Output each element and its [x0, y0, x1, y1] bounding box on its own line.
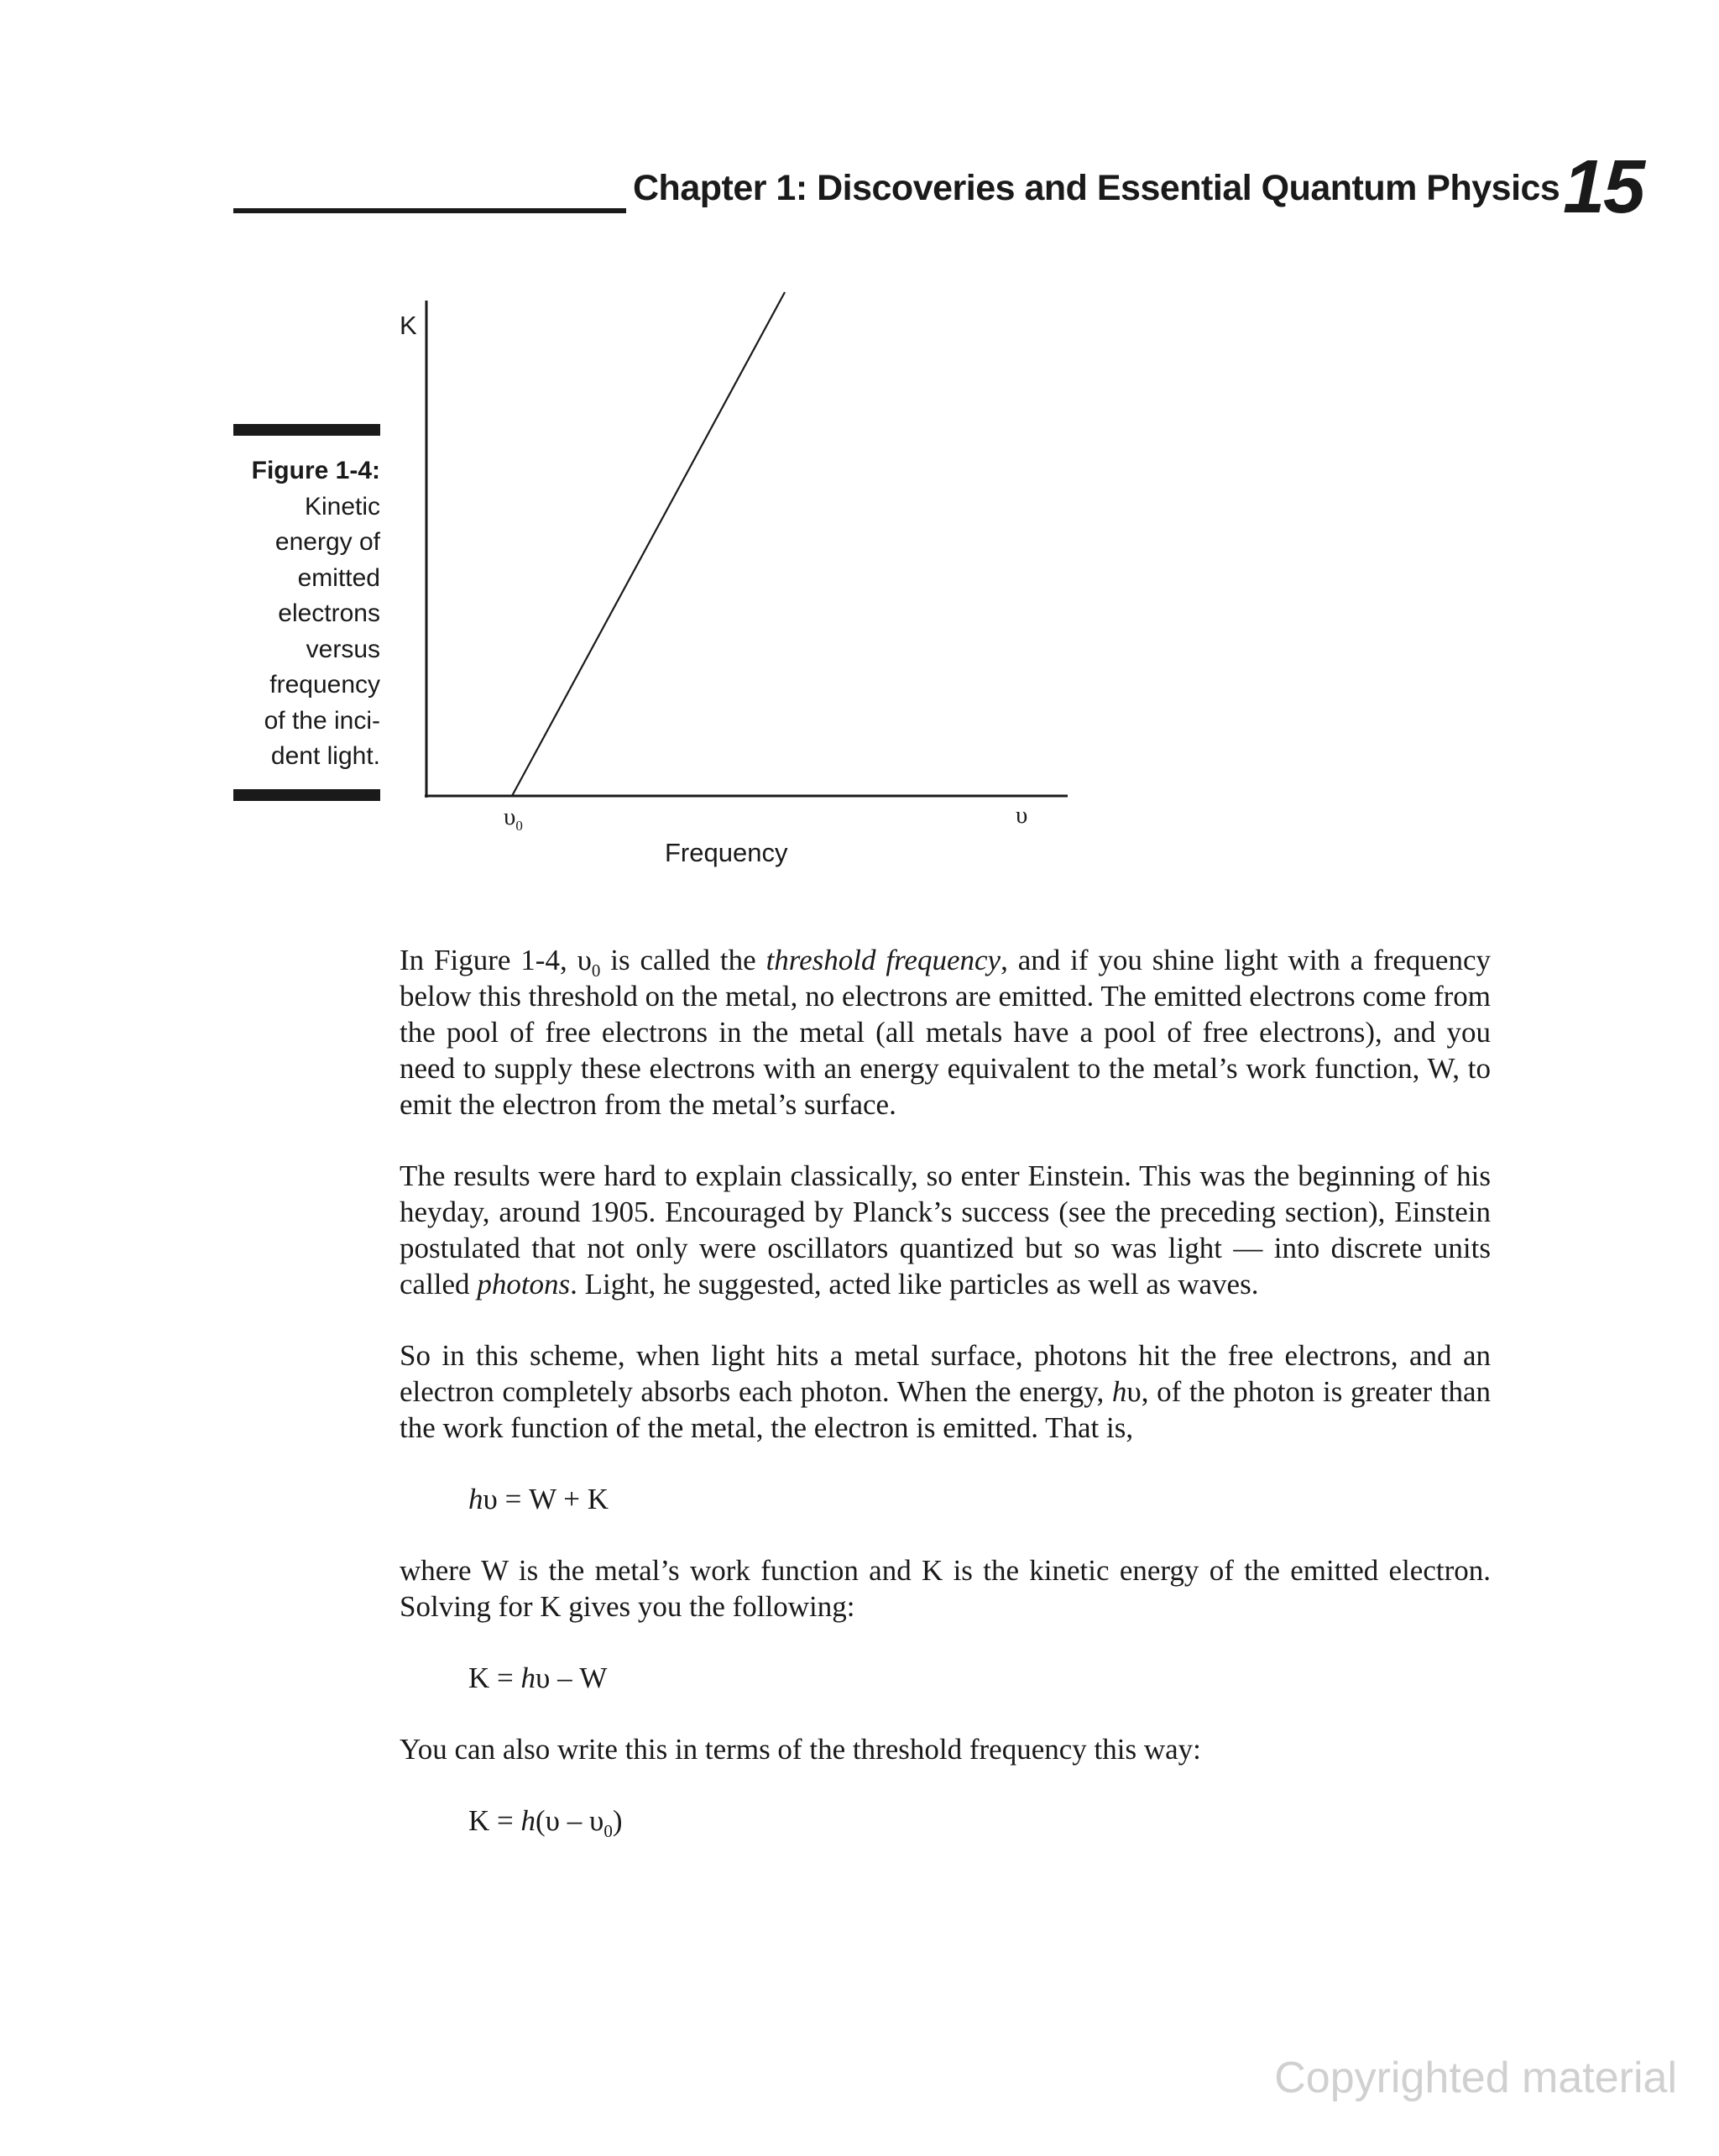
- body-text: [400, 942, 1491, 1874]
- caption-line: frequency: [269, 671, 380, 699]
- caption-line: electrons: [278, 599, 380, 627]
- caption-line: emitted: [297, 563, 380, 592]
- figure-label: Figure 1-4:: [251, 457, 380, 484]
- chapter-title: Chapter 1: Discoveries and Essential Quantum Physics: [633, 168, 1560, 208]
- x-axis-label: Frequency: [665, 838, 788, 867]
- paragraph-threshold-form: You can also write this in terms of the threshold frequency this way:: [400, 1733, 1201, 1766]
- paragraph-photons: So in this scheme, when light hits a metal surface, photons hit the free electrons, and an electron completely absorbs each photon. When the energy, hυ, of the photon is greater than the work function of the metal, the electron is emitted. That is,: [400, 1339, 1491, 1444]
- equation-energy: hυ = W + K: [468, 1483, 609, 1515]
- caption-line: energy of: [274, 528, 380, 556]
- kinetic-energy-figure: [386, 285, 1074, 873]
- caption-line: Kinetic: [304, 492, 380, 521]
- equation-kinetic: K = hυ – W: [468, 1661, 608, 1694]
- paragraph-einstein: The results were hard to explain classically, so enter Einstein. This was the beginning of his heyday, around 1905. Encouraged by Planck’s success (see the preceding section), Einstein postulated that not only were oscillators quantized but so was light — into discrete units called photons. Light, he suggested, acted like particles as well as waves.: [400, 1159, 1491, 1300]
- caption-rule-bottom: [233, 789, 380, 801]
- caption-rule-top: [233, 424, 380, 436]
- paragraph-work-function: where W is the metal’s work function and K is the kinetic energy of the emitted electron. Solving for K gives you the following:: [400, 1554, 1491, 1623]
- frequency-tick: υ: [1016, 802, 1028, 829]
- caption-line: versus: [306, 635, 380, 663]
- page-number: 15: [1563, 145, 1644, 229]
- threshold-frequency-tick: $\upsilon_0$: [504, 803, 523, 834]
- paragraph-threshold: In Figure 1-4, $\upsilon_0$ is called the threshold frequency, and if you shine light with a frequency below this threshold on the metal, no electrons are emitted. The emitted electrons come from the pool of free electrons in the metal (all metals have a pool of free electrons), and you need to supply these electrons with an energy equivalent to the metal’s work function, W, to emit the electron from the metal’s surface.: [400, 944, 1491, 1121]
- kinetic-energy-line: [512, 292, 785, 796]
- y-axis-label: K: [400, 311, 417, 340]
- caption-line: of the inci-: [264, 706, 380, 735]
- caption-line: dent light.: [270, 742, 380, 770]
- equation-threshold: $K = h(\upsilon - \upsilon_0)$: [468, 1804, 623, 1841]
- copyright-watermark: Copyrighted material: [1274, 2054, 1677, 2102]
- figure-caption: [233, 453, 380, 775]
- header-rule: [233, 208, 626, 213]
